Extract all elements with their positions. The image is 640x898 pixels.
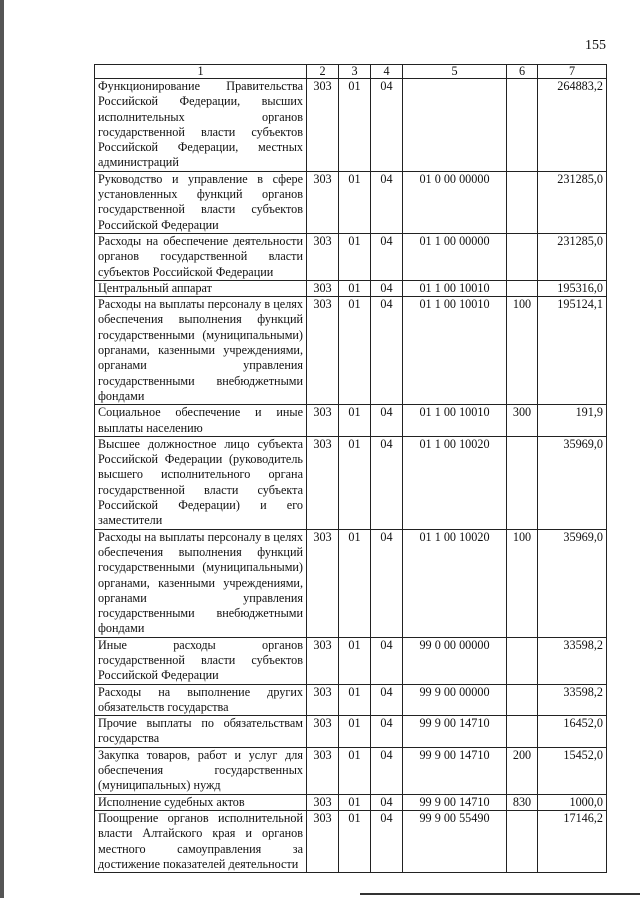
row-name: Руководство и управление в сфере установленных функций органов государственной власти субъектов Российской Федерации	[95, 171, 307, 233]
row-amount: 191,9	[538, 405, 607, 437]
row-target-article: 99 9 00 14710	[403, 716, 507, 748]
row-amount: 231285,0	[538, 171, 607, 233]
header-col-7: 7	[538, 65, 607, 79]
row-amount: 264883,2	[538, 79, 607, 172]
row-expense-type	[507, 280, 538, 296]
row-expense-type: 100	[507, 297, 538, 405]
row-expense-type: 200	[507, 747, 538, 794]
row-admin-code: 303	[307, 810, 339, 872]
row-name: Прочие выплаты по обязательствам государства	[95, 716, 307, 748]
table-row	[95, 529, 607, 637]
row-target-article: 01 1 00 10010	[403, 297, 507, 405]
table-row	[95, 233, 607, 280]
page-number: 155	[585, 38, 606, 53]
row-admin-code: 303	[307, 79, 339, 172]
row-amount: 35969,0	[538, 529, 607, 637]
row-amount: 33598,2	[538, 684, 607, 716]
row-name: Расходы на выплаты персоналу в целях обеспечения выполнения функций государственными (муниципальными) органами, казенными учреждениями, органами управления государственными внебюджетными фондами	[95, 529, 307, 637]
row-subsection: 04	[371, 794, 403, 810]
table-row	[95, 794, 607, 810]
row-name: Социальное обеспечение и иные выплаты населению	[95, 405, 307, 437]
row-amount: 231285,0	[538, 233, 607, 280]
row-name: Исполнение судебных актов	[95, 794, 307, 810]
table-row	[95, 436, 607, 529]
scan-edge	[0, 0, 4, 898]
row-subsection: 04	[371, 637, 403, 684]
row-section: 01	[339, 436, 371, 529]
row-subsection: 04	[371, 684, 403, 716]
row-section: 01	[339, 684, 371, 716]
row-target-article: 01 0 00 00000	[403, 171, 507, 233]
row-admin-code: 303	[307, 684, 339, 716]
row-name: Функционирование Правительства Российской Федерации, высших исполнительных органов государственной власти субъектов Российской Федерации, местных администраций	[95, 79, 307, 172]
row-name: Центральный аппарат	[95, 280, 307, 296]
header-col-2: 2	[307, 65, 339, 79]
row-target-article: 99 9 00 14710	[403, 747, 507, 794]
table-row	[95, 405, 607, 437]
row-section: 01	[339, 405, 371, 437]
row-subsection: 04	[371, 405, 403, 437]
row-expense-type	[507, 79, 538, 172]
row-admin-code: 303	[307, 637, 339, 684]
table-row	[95, 79, 607, 172]
table-row	[95, 280, 607, 296]
row-expense-type	[507, 637, 538, 684]
header-col-5: 5	[403, 65, 507, 79]
row-subsection: 04	[371, 233, 403, 280]
row-amount: 195124,1	[538, 297, 607, 405]
budget-table	[94, 64, 607, 873]
row-subsection: 04	[371, 529, 403, 637]
row-section: 01	[339, 79, 371, 172]
row-name: Расходы на обеспечение деятельности органов государственной власти субъектов Российской Федерации	[95, 233, 307, 280]
row-target-article: 99 9 00 14710	[403, 794, 507, 810]
row-subsection: 04	[371, 79, 403, 172]
row-admin-code: 303	[307, 529, 339, 637]
row-amount: 35969,0	[538, 436, 607, 529]
row-target-article: 01 1 00 10020	[403, 436, 507, 529]
row-target-article: 01 1 00 00000	[403, 233, 507, 280]
row-amount: 15452,0	[538, 747, 607, 794]
row-target-article	[403, 79, 507, 172]
row-expense-type: 100	[507, 529, 538, 637]
row-expense-type	[507, 233, 538, 280]
row-name: Расходы на выплаты персоналу в целях обеспечения выполнения функций государственными (муниципальными) органами, казенными учреждениями, органами управления государственными внебюджетными фондами	[95, 297, 307, 405]
header-col-6: 6	[507, 65, 538, 79]
row-admin-code: 303	[307, 280, 339, 296]
row-section: 01	[339, 529, 371, 637]
row-admin-code: 303	[307, 297, 339, 405]
row-expense-type	[507, 684, 538, 716]
row-admin-code: 303	[307, 171, 339, 233]
header-row	[95, 65, 607, 79]
row-section: 01	[339, 810, 371, 872]
row-expense-type	[507, 171, 538, 233]
row-name: Закупка товаров, работ и услуг для обеспечения государственных (муниципальных) нужд	[95, 747, 307, 794]
row-amount: 1000,0	[538, 794, 607, 810]
header-col-1: 1	[95, 65, 307, 79]
row-name: Иные расходы органов государственной власти субъектов Российской Федерации	[95, 637, 307, 684]
row-amount: 16452,0	[538, 716, 607, 748]
row-target-article: 99 0 00 00000	[403, 637, 507, 684]
row-admin-code: 303	[307, 716, 339, 748]
row-section: 01	[339, 233, 371, 280]
row-name: Высшее должностное лицо субъекта Российской Федерации (руководитель высшего исполнительного органа государственной власти субъекта Российской Федерации) и его заместители	[95, 436, 307, 529]
budget-table-container	[94, 64, 607, 873]
row-subsection: 04	[371, 716, 403, 748]
row-admin-code: 303	[307, 233, 339, 280]
row-expense-type	[507, 436, 538, 529]
row-admin-code: 303	[307, 436, 339, 529]
table-row	[95, 716, 607, 748]
table-row	[95, 684, 607, 716]
row-amount: 195316,0	[538, 280, 607, 296]
row-subsection: 04	[371, 747, 403, 794]
row-expense-type: 830	[507, 794, 538, 810]
row-name: Расходы на выполнение других обязательств государства	[95, 684, 307, 716]
row-section: 01	[339, 637, 371, 684]
table-row	[95, 747, 607, 794]
header-col-3: 3	[339, 65, 371, 79]
row-subsection: 04	[371, 297, 403, 405]
row-section: 01	[339, 297, 371, 405]
row-subsection: 04	[371, 280, 403, 296]
row-target-article: 01 1 00 10020	[403, 529, 507, 637]
header-col-4: 4	[371, 65, 403, 79]
row-section: 01	[339, 747, 371, 794]
row-section: 01	[339, 280, 371, 296]
row-subsection: 04	[371, 436, 403, 529]
row-expense-type: 300	[507, 405, 538, 437]
row-target-article: 01 1 00 10010	[403, 405, 507, 437]
row-amount: 17146,2	[538, 810, 607, 872]
row-admin-code: 303	[307, 794, 339, 810]
table-row	[95, 810, 607, 872]
row-name: Поощрение органов исполнительной власти Алтайского края и органов местного самоуправления за достижение показателей деятельности	[95, 810, 307, 872]
row-subsection: 04	[371, 810, 403, 872]
table-row	[95, 637, 607, 684]
row-subsection: 04	[371, 171, 403, 233]
row-expense-type	[507, 716, 538, 748]
row-target-article: 01 1 00 10010	[403, 280, 507, 296]
row-target-article: 99 9 00 00000	[403, 684, 507, 716]
row-admin-code: 303	[307, 405, 339, 437]
row-admin-code: 303	[307, 747, 339, 794]
scan-bottom-edge	[360, 893, 640, 895]
row-section: 01	[339, 171, 371, 233]
table-row	[95, 171, 607, 233]
table-row	[95, 297, 607, 405]
row-section: 01	[339, 794, 371, 810]
row-expense-type	[507, 810, 538, 872]
row-target-article: 99 9 00 55490	[403, 810, 507, 872]
row-amount: 33598,2	[538, 637, 607, 684]
row-section: 01	[339, 716, 371, 748]
